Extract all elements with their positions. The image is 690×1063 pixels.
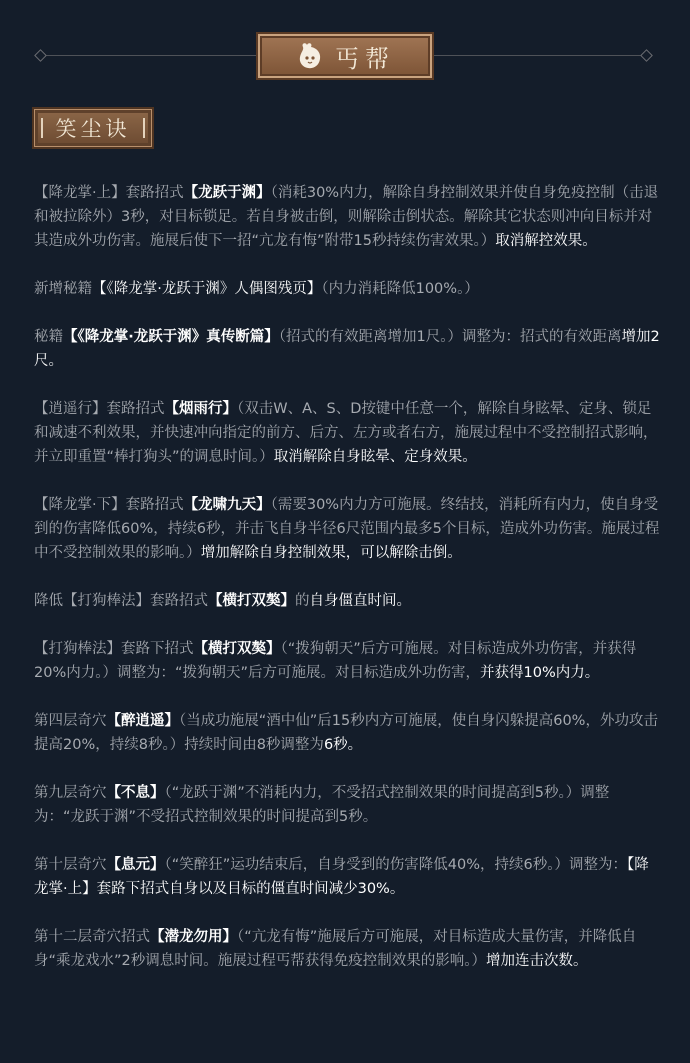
change-item bbox=[34, 397, 660, 469]
change-item bbox=[34, 637, 660, 685]
change-text: 【降龙掌·上】套路招式 bbox=[34, 185, 184, 201]
change-text: 秘籍 bbox=[34, 329, 63, 345]
skill-name: 【醉逍遥】 bbox=[106, 713, 179, 729]
change-highlight: 6秒。 bbox=[323, 737, 363, 753]
school-title-plaque bbox=[258, 34, 432, 78]
school-title: 丐帮 bbox=[335, 44, 395, 73]
skill-change-list bbox=[34, 181, 660, 997]
header-divider-right bbox=[432, 55, 646, 56]
change-text: （“亢龙有悔”施展后方可施展，对目标造成大量伤害，并降低自身“乘龙戏水”2秒调息时间。施展过程丐帮获得免疫控制效果的影响。） bbox=[34, 929, 637, 969]
diamond-ornament-right bbox=[640, 49, 653, 62]
change-text: （需要30%内力方可施展。终结技，消耗所有内力，使自身受到的伤害降低60%，持续6秒，并击飞自身半径6尺范围内最多5个目标，造成外功伤害。施展过程中不受控制效果的影响。） bbox=[34, 497, 660, 561]
change-highlight: 取消解除自身眩晕、定身效果。 bbox=[273, 449, 477, 465]
change-highlight: 增加2尺。 bbox=[34, 329, 660, 369]
change-item bbox=[34, 781, 660, 829]
change-item bbox=[34, 925, 660, 973]
change-text: 第九层奇穴 bbox=[34, 785, 107, 801]
change-text: （消耗30%内力，解除自身控制效果并使自身免疫控制（击退和被拉除外）3秒，对目标锁足。若自身被击倒，则解除击倒状态。解除其它状态则冲向目标并对其造成外功伤害。施展后使下一招“亢龙有悔”附带15秒持续伤害效果。） bbox=[34, 185, 659, 249]
change-text: 【降龙掌·下】套路招式 bbox=[34, 497, 184, 513]
section-title-plaque bbox=[34, 109, 152, 147]
change-text: （招式的有效距离增加1尺。）调整为：招式的有效距离 bbox=[278, 329, 622, 345]
header-divider-left bbox=[40, 55, 258, 56]
change-item bbox=[34, 493, 660, 565]
change-text: 的 bbox=[295, 593, 310, 609]
change-highlight: 取消解控效果。 bbox=[495, 233, 597, 249]
change-text: （当成功施展“酒中仙”后15秒内方可施展，使自身闪躲提高60%，外功攻击提高20%，持续8秒。）持续时间由8秒调整为 bbox=[34, 713, 658, 753]
section-title: 笑尘诀 bbox=[55, 117, 131, 141]
change-item bbox=[34, 325, 660, 373]
skill-name: 【不息】 bbox=[106, 785, 165, 801]
diamond-ornament-left bbox=[34, 49, 47, 62]
change-text: （双击W、A、S、D按键中任意一个，解除自身眩晕、定身、锁足和减速不利效果，并快速冲向指定的前方、后方、左方或者右方，施展过程中不受控制招式影响，并立即重置“棒打狗头”的调息时间。） bbox=[34, 401, 658, 465]
change-text: （“拨狗朝天”后方可施展。对目标造成外功伤害，并获得20%内力。）调整为：“拨狗朝天”后方可施展。对目标造成外功伤害， bbox=[34, 641, 637, 681]
change-text: 【逍遥行】套路招式 bbox=[34, 401, 165, 417]
change-text: （内力消耗降低100%。） bbox=[321, 281, 479, 297]
skill-name: 【烟雨行】 bbox=[164, 401, 237, 417]
skill-name: 【龙跃于渊】 bbox=[183, 185, 271, 201]
change-item bbox=[34, 277, 660, 301]
change-text: 新增秘籍 bbox=[34, 281, 92, 297]
change-highlight: 增加连击次数。 bbox=[486, 953, 588, 969]
skill-name: 【龙啸九天】 bbox=[183, 497, 271, 513]
change-text: 第十层奇穴 bbox=[34, 857, 107, 873]
skill-name: 【息元】 bbox=[106, 857, 165, 873]
skill-name: 【《降龙掌·龙跃于渊》真传断篇】 bbox=[63, 329, 279, 345]
change-item bbox=[34, 181, 660, 253]
gourd-spirit-icon bbox=[295, 41, 325, 71]
change-item bbox=[34, 853, 660, 901]
change-highlight: 并获得10%内力。 bbox=[480, 665, 600, 681]
change-highlight: 增加解除自身控制效果，可以解除击倒。 bbox=[200, 545, 462, 561]
change-highlight: 【降龙掌·上】套路下招式自身以及目标的僵直时间减少30%。 bbox=[34, 857, 649, 897]
change-item bbox=[34, 709, 660, 757]
change-text: 【打狗棒法】套路下招式 bbox=[34, 641, 194, 657]
change-item bbox=[34, 589, 660, 613]
skill-name: 【横打双獒】 bbox=[193, 641, 281, 657]
change-text: （“龙跃于渊”不消耗内力，不受招式控制效果的时间提高到5秒。）调整为：“龙跃于渊”不受招式控制效果的时间提高到5秒。 bbox=[34, 785, 610, 825]
change-highlight: 自身僵直时间。 bbox=[309, 593, 411, 609]
change-text: 第十二层奇穴招式 bbox=[34, 929, 150, 945]
change-text: （“笑醉狂”运功结束后，自身受到的伤害降低40%，持续6秒。）调整为： bbox=[164, 857, 627, 873]
change-text: 第四层奇穴 bbox=[34, 713, 107, 729]
skill-name: 【横打双獒】 bbox=[208, 593, 295, 609]
change-text: 降低【打狗棒法】套路招式 bbox=[34, 593, 208, 609]
skill-name: 【潜龙勿用】 bbox=[150, 929, 237, 945]
skill-name: 【《降龙掌·龙跃于渊》人偶图残页】 bbox=[92, 281, 322, 297]
